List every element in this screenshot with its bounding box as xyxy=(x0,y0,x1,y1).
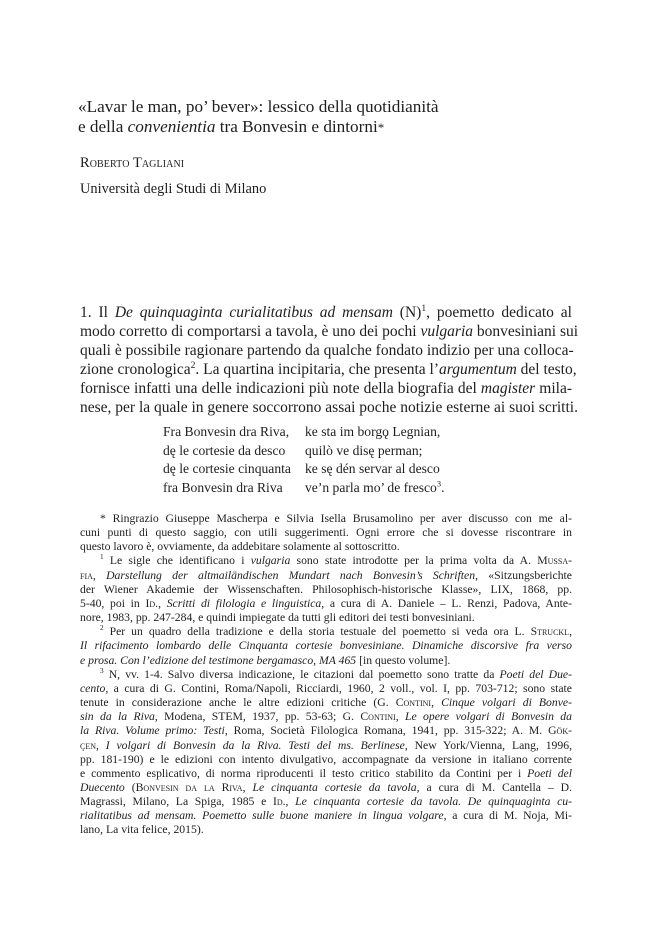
verse-hemistich-1: dę le cortesie cinquanta xyxy=(163,461,291,476)
footnote-ref[interactable]: 1 xyxy=(421,302,427,314)
text-run: fornisce infatti una delle indicazioni più note della biografia del xyxy=(80,380,481,397)
footnote-line xyxy=(80,554,572,568)
text-run: Magrassi, Milano, La Spiga, 1985 e xyxy=(80,795,273,809)
verse-line xyxy=(163,442,444,461)
footnote-line xyxy=(80,625,572,639)
footnote-line: der Wiener Akademie der Wissenschaften. Philosophisch-historische Klasse», LIX, 1868, pp. xyxy=(80,582,572,596)
paragraph-line xyxy=(80,322,579,341)
italic-run: Duecento xyxy=(80,780,125,794)
italic-run: magister xyxy=(480,380,536,397)
footnote-line xyxy=(80,767,572,781)
paragraph-line xyxy=(80,359,577,379)
verse-hemistich-1: dę le cortesie da desco xyxy=(163,442,286,458)
italic-run: cento xyxy=(80,681,106,695)
footnote-line xyxy=(80,682,572,696)
smallcaps-run: çen xyxy=(80,738,96,752)
footnote-line xyxy=(80,569,572,583)
text-run: , a cura di G. Contini, Roma/Napoli, Ricciardi, 1960, 2 voll., vol. I, pp. 703-712; sono state xyxy=(105,681,572,695)
text-run: , a cura di A. Daniele – L. Renzi, Padova, Ante- xyxy=(321,596,573,610)
paragraph-line: quali è possibile ragionare partendo da qualche fondato indizio per una colloca- xyxy=(80,342,574,359)
verse-hemistich-2: ke sta im borgǫ Legnian, xyxy=(305,424,441,439)
title-italic: convenientia xyxy=(127,117,216,136)
italic-run: la Riva. Volume primo: Testi xyxy=(80,724,225,738)
text-run: tenute in considerazione anche le altre edizioni critiche (G. xyxy=(80,696,396,710)
smallcaps-run: Contini xyxy=(395,696,432,710)
title-text: tra Bonvesin e dintorni xyxy=(215,117,378,136)
italic-run: Cinque volgari di Bonve- xyxy=(441,696,572,710)
text-run: , Modena, STEM, 1937, pp. 53-63; G. xyxy=(154,710,361,724)
footnote-line xyxy=(80,710,572,724)
author-name: Roberto Tagliani xyxy=(80,155,185,171)
italic-run: De quinquaginta curialitatibus ad mensam xyxy=(114,304,393,321)
italic-run: Il rifacimento lombardo delle Cinquanta cortesie bonvesiniane. Dinamiche discorsive fra verso xyxy=(80,639,572,653)
text-run: , xyxy=(242,780,253,794)
smallcaps-run: Gök- xyxy=(548,724,572,738)
verse-end-punct: . xyxy=(441,479,445,495)
paragraph-line xyxy=(80,379,572,398)
title-text: e della xyxy=(78,117,128,136)
text-run: modo corretto di comportarsi a tavola, è uno dei pochi xyxy=(80,323,421,340)
italic-run: Le cinquanta cortesie da tavola. De quinquaginta cu- xyxy=(295,795,573,809)
verse-hemistich-2: quilò ve disę perman; xyxy=(305,442,423,458)
verse-hemistich-2: ve’n parla mo’ de fresco xyxy=(305,479,437,495)
footnotes xyxy=(80,512,572,838)
text-run: , xyxy=(395,710,405,724)
italic-run: rialitatibus ad mensam. Poemetto sulle buone maniere in lingua volgare xyxy=(80,809,444,823)
text-run: del testo, xyxy=(516,361,577,378)
text-run: 5-40, poi in xyxy=(80,596,146,610)
footnote-line: * Ringrazio Giuseppe Mascherpa e Silvia Isella Brusamolino per aver discusso con me al- xyxy=(100,512,572,525)
italic-run: Le cinquanta cortesie da tavola xyxy=(252,780,417,794)
verse-line xyxy=(163,460,444,479)
title-line-2 xyxy=(78,117,578,138)
italic-run: Le opere volgari di Bonvesin da xyxy=(405,710,572,724)
article-title xyxy=(78,97,578,138)
text-run: e commento esplicativo, di norma riproducenti il testo critico stabilito da Contini per i xyxy=(80,766,528,780)
text-run: ( xyxy=(124,780,136,794)
footnote-line: lano, La vita felice, 2015). xyxy=(80,823,204,837)
text-run: , a cura di M. Cantella – D. xyxy=(416,780,572,794)
text-run: zione cronologica xyxy=(80,361,191,378)
text-run: (N) xyxy=(392,304,422,321)
text-run: bonvesiniani sui xyxy=(473,323,579,340)
footnote-line xyxy=(80,696,572,710)
smallcaps-run: Contini xyxy=(360,710,396,724)
italic-run: sin da la Riva xyxy=(80,710,155,724)
text-run: 1. Il xyxy=(80,304,115,321)
text-run: . La quartina incipitaria, che presenta l’ xyxy=(195,361,439,378)
italic-run: I volgari di Bonvesin da la Riva. Testi del ms. Berlinese xyxy=(105,738,405,752)
body-paragraph xyxy=(80,302,579,417)
italic-run: Scritti di filologia e linguistica xyxy=(166,596,322,610)
italic-run: argumentum xyxy=(439,361,517,378)
footnote-line: pp. 181-190) e le edizioni con intento divulgativo, accompagnate da versione in italiano corrente xyxy=(80,752,572,766)
verse-line xyxy=(163,423,444,442)
text-run: , xyxy=(96,738,106,752)
footnote-line xyxy=(80,639,572,653)
text-run: Le sigle che identificano i xyxy=(103,554,251,568)
text-run: ., xyxy=(282,795,296,809)
text-run: , a cura di M. Noja, Mi- xyxy=(443,809,573,823)
italic-run: Poeti del xyxy=(527,766,572,780)
footnote-line xyxy=(80,654,572,668)
text-run: N, vv. 1-4. Salvo diversa indicazione, le citazioni dal poemetto sono tratte da xyxy=(103,667,500,681)
text-run: , New York/Vienna, Lang, 1996, xyxy=(404,738,573,752)
title-footnote-mark[interactable]: * xyxy=(377,120,385,135)
smallcaps-run: Id xyxy=(145,596,156,610)
footnote-number: 3 xyxy=(100,666,104,675)
verse-line xyxy=(163,479,444,498)
verse-hemistich-2: ke sę dén servar al desco xyxy=(305,461,440,476)
italic-run: vulgaria xyxy=(250,554,291,568)
footnote-line xyxy=(80,724,572,738)
italic-run: Poeti del Due- xyxy=(499,667,572,681)
paragraph-line: nese, per la quale in genere soccorrono assai poche notizie esterne ai suoi scritti. xyxy=(80,399,578,416)
italic-run: e prosa. Con l’edizione del testimone bergamasco, MA 465 xyxy=(80,653,357,667)
footnote-line: cuni punti di questo saggio, con utili suggerimenti. Ogni errore che si dovesse riscontrare in xyxy=(80,526,572,540)
footnote-line xyxy=(80,795,572,809)
footnote-line xyxy=(80,597,572,611)
footnote-line xyxy=(80,781,572,795)
text-run: , «Sitzungsberichte xyxy=(475,568,572,582)
verse-hemistich-1: fra Bonvesin dra Riva xyxy=(163,479,283,495)
smallcaps-run: Bonvesin da la Riva xyxy=(135,780,243,794)
text-run: , Roma, Società Filologica Romana, 1941, pp. 315-322; A. M. xyxy=(224,724,549,738)
footnote-line: questo lavoro è, ovviamente, da addebitare solamente al sottoscritto. xyxy=(80,540,400,554)
footnote-line: nore, 1983, pp. 247-284, e quindi impiegate da tutti gli editori dei testi bonvesiniani. xyxy=(80,611,475,625)
footnote-line xyxy=(80,809,572,823)
author-affiliation: Università degli Studi di Milano xyxy=(80,181,267,197)
text-run: [in questo volume]. xyxy=(356,653,451,667)
footnote-line xyxy=(80,668,572,682)
italic-run: vulgaria xyxy=(420,323,474,340)
text-run: mila- xyxy=(535,380,572,397)
smallcaps-run: fia xyxy=(80,568,93,582)
paragraph-line xyxy=(80,303,572,322)
footnote-ref[interactable]: 2 xyxy=(190,359,196,371)
smallcaps-run: Mussa- xyxy=(537,554,572,568)
footnote-number: 1 xyxy=(100,553,104,562)
text-run: , xyxy=(92,568,107,582)
footnote-line xyxy=(80,739,572,753)
title-line-1: «Lavar le man, po’ bever»: lessico della quotidianità xyxy=(78,97,439,116)
text-run: sono state introdotte per la prima volta da A. xyxy=(290,554,538,568)
smallcaps-run: Struckl xyxy=(530,625,570,639)
footnote-number: 2 xyxy=(100,624,104,633)
italic-run: Darstellung der altmailändischen Mundart nach Bonvesin’s Schriften xyxy=(106,568,476,582)
verse-hemistich-1: Fra Bonvesin dra Riva, xyxy=(163,424,290,439)
verse-quatrain xyxy=(163,423,444,497)
text-run: Per un quadro della tradizione e della storia testuale del poemetto si veda ora L. xyxy=(103,625,531,639)
smallcaps-run: Id xyxy=(272,795,283,809)
footnote-ref[interactable]: 3 xyxy=(436,477,442,488)
text-run: ., xyxy=(155,596,167,610)
text-run: , xyxy=(431,696,442,710)
text-run: , poemetto dedicato al xyxy=(426,304,572,321)
text-run: , xyxy=(569,625,572,639)
